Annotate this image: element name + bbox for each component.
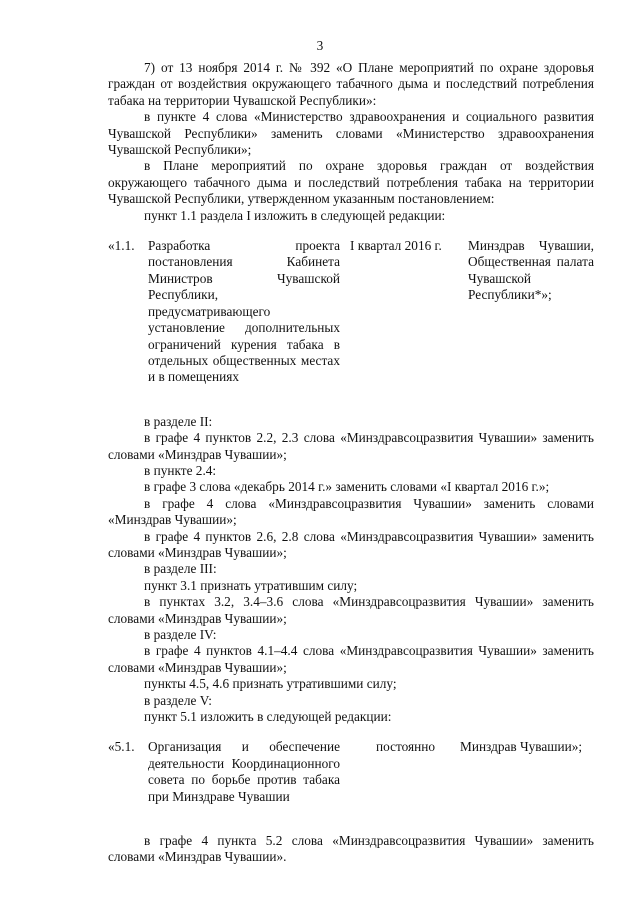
paragraph: в графе 4 пунктов 2.6, 2.8 слова «Минздравсоцразвития Чувашии» заменить словами «Минздрав Чувашии»; [108,528,594,560]
paragraph: в графе 3 слова «декабрь 2014 г.» заменить словами «I квартал 2016 г.»; [144,479,550,495]
paragraph: пункт 3.1 признать утратившим силу; [144,577,358,593]
paragraph: в графе 4 слова «Минздравсоцразвития Чувашии» заменить словами «Минздрав Чувашии»; [108,495,594,528]
paragraph: пункты 4.5, 4.6 признать утратившими силу; [144,676,397,692]
paragraph: в графе 4 пункта 5.2 слова «Минздравсоцразвития Чувашии» заменить словами «Минздрав Чувашии». [108,833,594,865]
document-body [108,60,594,866]
paragraph: в графе 4 пунктов 2.2, 2.3 слова «Минздравсоцразвития Чувашии» заменить словами «Минздрав Чувашии»; [108,430,594,462]
row-term: I квартал 2016 г. [350,238,442,254]
row-executor: Минздрав Чувашии, Общественная палата Чувашской Республики*»; [468,238,594,303]
paragraph: в разделе II: [144,413,213,429]
plan-table-row-1-1 [108,238,594,386]
paragraph: в графе 4 пунктов 4.1–4.4 слова «Минздравсоцразвития Чувашии» заменить словами «Минздрав Чувашии»; [108,643,594,675]
paragraph: в разделе IV: [144,627,217,642]
row-number: «5.1. [108,739,135,755]
row-action: Разработка проекта постановления Кабинета Министров Чувашской Республики, предусматривающего установление дополнительных ограничений курения табака в отдельных общественных местах и в помещениях [148,238,340,385]
row-action: Организация и обеспечение деятельности Координационного совета по борьбе против табака при Минздраве Чувашии [148,739,340,804]
paragraph: в разделе V: [144,692,213,708]
paragraph: в пунктах 3.2, 3.4–3.6 слова «Минздравсоцразвития Чувашии» заменить словами «Минздрав Чувашии»; [108,594,594,626]
row-number: «1.1. [108,238,135,254]
plan-table-row-5-1 [108,739,594,805]
paragraph: в пункте 2.4: [144,462,217,478]
row-executor: Минздрав Чувашии»; [460,739,583,755]
paragraph: пункт 5.1 изложить в следующей редакции: [144,709,392,725]
paragraph: в Плане мероприятий по охране здоровья граждан от воздействия окружающего табачного дыма и последствий потребления табака на территории Чувашской Республики, утвержденном указанным постановлением: [108,158,594,207]
row-term: постоянно [376,739,436,755]
paragraph: в пункте 4 слова «Министерство здравоохранения и социального развития Чувашской Республики» заменить словами «Министерство здравоохранения Чувашской Республики»; [108,109,594,158]
paragraph: пункт 1.1 раздела I изложить в следующей редакции: [144,207,446,223]
paragraph: в разделе III: [144,561,217,577]
page-number: 3 [316,38,324,53]
paragraph: 7) от 13 ноября 2014 г. № 392 «О Плане мероприятий по охране здоровья граждан от воздействия окружающего табачного дыма и последствий потребления табака на территории Чувашской Республики»: [108,60,594,108]
